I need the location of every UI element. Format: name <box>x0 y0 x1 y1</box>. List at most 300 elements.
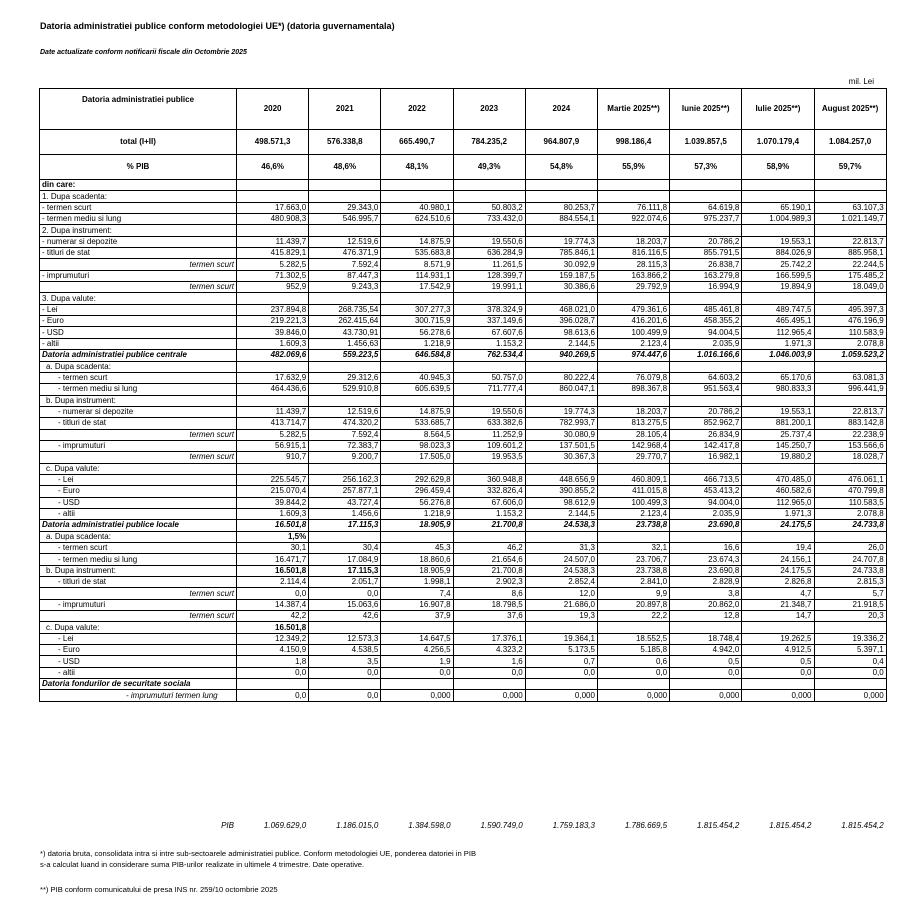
row-value: 940.269,5 <box>525 350 597 361</box>
row-value: 474.320,2 <box>309 418 381 429</box>
row-value: 2.123,4 <box>597 508 669 519</box>
row-value: 1.059.523,2 <box>814 350 886 361</box>
row-label: - USD <box>40 327 237 338</box>
row-label: din care: <box>40 180 237 191</box>
row-value: 785.846,1 <box>525 248 597 259</box>
row-value: 21.700,8 <box>453 565 525 576</box>
row-value: 59,7% <box>814 155 886 180</box>
table-row <box>40 130 887 155</box>
row-value: 23.674,3 <box>670 554 742 565</box>
row-label: b. Dupa instrument: <box>40 395 237 406</box>
row-label: termen scurt <box>40 282 237 293</box>
row-value <box>237 191 309 202</box>
pib-value: 1.815.454,2 <box>841 820 884 830</box>
row-value <box>237 180 309 191</box>
row-value: 30.386,6 <box>525 282 597 293</box>
row-label: - imprumuturi <box>40 270 237 281</box>
row-value: 87.447,3 <box>309 270 381 281</box>
row-value: 49,3% <box>453 155 525 180</box>
row-value: 55,9% <box>597 155 669 180</box>
page-title: Datoria administratiei publice conform metodologiei UE*) (datoria guvernamentala) <box>40 21 395 31</box>
row-value: 922.074,6 <box>597 214 669 225</box>
row-value: 476.371,9 <box>309 248 381 259</box>
row-value: 80.222,4 <box>525 372 597 383</box>
row-value: 76.111,8 <box>597 202 669 213</box>
row-label: - termen mediu si lung <box>40 214 237 225</box>
row-value <box>453 180 525 191</box>
row-value: 58,9% <box>742 155 814 180</box>
row-value: 0,7 <box>525 656 597 667</box>
row-value: 18.748,4 <box>670 633 742 644</box>
row-label: - imprumuturi termen lung <box>40 690 237 701</box>
row-value: 98.613,6 <box>525 327 597 338</box>
row-label: Datoria administratiei publice locale <box>40 520 237 531</box>
row-value: 16.501,8 <box>237 622 309 633</box>
row-value: 0,0 <box>309 588 381 599</box>
row-value: 360.948,8 <box>453 474 525 485</box>
table-row <box>40 463 887 474</box>
row-value: 17.505,0 <box>381 452 453 463</box>
row-value <box>742 361 814 372</box>
page-subtitle: Date actualizate conform notificarii fiscale din Octombrie 2025 <box>40 49 247 56</box>
row-value: 1.016.166,6 <box>670 350 742 361</box>
row-value: 2.828,9 <box>670 577 742 588</box>
row-value: 7.592,4 <box>309 429 381 440</box>
row-value: 42,2 <box>237 611 309 622</box>
table-row <box>40 452 887 463</box>
row-value: 142.968,4 <box>597 440 669 451</box>
row-value: 20.786,2 <box>670 236 742 247</box>
row-value: 56.278,6 <box>381 327 453 338</box>
row-value: 952,9 <box>237 282 309 293</box>
row-value: 1.153,2 <box>453 508 525 519</box>
pib-value: 1.759.183,3 <box>552 820 595 830</box>
row-value: 21.700,8 <box>453 520 525 531</box>
row-value: 884.554,1 <box>525 214 597 225</box>
row-value <box>670 225 742 236</box>
row-label: - Lei <box>40 474 237 485</box>
row-value <box>309 463 381 474</box>
row-value: 12.519,6 <box>309 406 381 417</box>
footnote-1 <box>40 848 476 870</box>
row-value: 860.047,1 <box>525 384 597 395</box>
row-value <box>381 225 453 236</box>
row-value: 2.144,5 <box>525 508 597 519</box>
row-value <box>814 679 886 690</box>
row-value: 56.276,8 <box>381 497 453 508</box>
row-value: 2.051,7 <box>309 577 381 588</box>
row-value: 1.218,9 <box>381 338 453 349</box>
row-value: 0,0 <box>814 667 886 678</box>
row-value: 1.021.149,7 <box>814 214 886 225</box>
row-value: 19.991,1 <box>453 282 525 293</box>
header-col: Martie 2025**) <box>597 89 669 130</box>
row-value: 29.770,7 <box>597 452 669 463</box>
row-value: 0,0 <box>381 667 453 678</box>
row-value: 19.364,1 <box>525 633 597 644</box>
table-row <box>40 474 887 485</box>
row-value: 54,8% <box>525 155 597 180</box>
row-value: 2.123,4 <box>597 338 669 349</box>
row-value: 0,0 <box>309 690 381 701</box>
row-value <box>597 622 669 633</box>
row-value: 19.553,1 <box>742 236 814 247</box>
row-value: 458.355,2 <box>670 316 742 327</box>
row-value <box>814 531 886 542</box>
row-label: c. Dupa valute: <box>40 622 237 633</box>
row-value: 12,0 <box>525 588 597 599</box>
header-col: Iulie 2025**) <box>742 89 814 130</box>
row-value: 30,1 <box>237 543 309 554</box>
row-value: 48,1% <box>381 155 453 180</box>
row-value: 128.399,7 <box>453 270 525 281</box>
row-value: 20.786,2 <box>670 406 742 417</box>
row-value: 546.995,7 <box>309 214 381 225</box>
table-row <box>40 645 887 656</box>
row-label: termen scurt <box>40 429 237 440</box>
table-row <box>40 497 887 508</box>
row-value: 2.815,3 <box>814 577 886 588</box>
row-value: 19,3 <box>525 611 597 622</box>
row-value <box>670 361 742 372</box>
row-value: 711.777,4 <box>453 384 525 395</box>
row-value: 71.302,5 <box>237 270 309 281</box>
row-value <box>309 395 381 406</box>
row-value <box>814 191 886 202</box>
row-value: 98.612,9 <box>525 497 597 508</box>
row-value: 109.601,2 <box>453 440 525 451</box>
row-value: 12,8 <box>670 611 742 622</box>
table-row <box>40 418 887 429</box>
row-label: 3. Dupa valute: <box>40 293 237 304</box>
row-label: - termen mediu si lung <box>40 554 237 565</box>
table-row <box>40 316 887 327</box>
header-col: 2022 <box>381 89 453 130</box>
row-value <box>670 180 742 191</box>
row-value: 1.971,3 <box>742 508 814 519</box>
table-row <box>40 236 887 247</box>
row-value <box>309 180 381 191</box>
row-label: - imprumuturi <box>40 599 237 610</box>
row-value <box>525 531 597 542</box>
pib-value: 1.786.669,5 <box>624 820 668 830</box>
row-value: 480.908,3 <box>237 214 309 225</box>
row-value <box>742 225 814 236</box>
row-value: 257.877,1 <box>309 486 381 497</box>
row-value: 964.807,9 <box>525 130 597 155</box>
row-value: 0,000 <box>381 690 453 701</box>
row-value <box>814 395 886 406</box>
row-value: 1,8 <box>237 656 309 667</box>
pib-label: PIB <box>221 820 234 830</box>
row-value: 1.153,2 <box>453 338 525 349</box>
pib-row <box>39 818 886 832</box>
row-value: 884.026,9 <box>742 248 814 259</box>
row-value: 17.115,3 <box>309 565 381 576</box>
row-value: 415.829,1 <box>237 248 309 259</box>
row-value: 1,9 <box>381 656 453 667</box>
row-value: 4.256,5 <box>381 645 453 656</box>
row-value: 559.223,5 <box>309 350 381 361</box>
row-value: 782.993,7 <box>525 418 597 429</box>
table-row <box>40 214 887 225</box>
row-value: 0,6 <box>597 656 669 667</box>
row-value: 225.545,7 <box>237 474 309 485</box>
row-value: 881.200,1 <box>742 418 814 429</box>
table-row <box>40 599 887 610</box>
row-value <box>597 225 669 236</box>
row-value: 460.582,6 <box>742 486 814 497</box>
pib-value: 1.384.598,0 <box>408 820 451 830</box>
footnote-1-line2: s-a calculat luand in considerare suma PIB-urilor realizate in ultimele 4 trimestre. Date operative. <box>40 860 365 869</box>
row-value: 396.028,7 <box>525 316 597 327</box>
row-value: 24.156,1 <box>742 554 814 565</box>
row-value <box>670 622 742 633</box>
row-value: 0,000 <box>525 690 597 701</box>
row-value <box>597 191 669 202</box>
row-value: 468.021,0 <box>525 304 597 315</box>
table-row <box>40 350 887 361</box>
row-value: 4.912,5 <box>742 645 814 656</box>
row-value: 16.501,8 <box>237 520 309 531</box>
row-value: 24.733,8 <box>814 520 886 531</box>
row-value <box>670 395 742 406</box>
row-value: 974.447,6 <box>597 350 669 361</box>
row-value: 17.115,3 <box>309 520 381 531</box>
row-value: 20,3 <box>814 611 886 622</box>
row-value: 30.092,9 <box>525 259 597 270</box>
row-value <box>597 395 669 406</box>
row-value <box>742 622 814 633</box>
row-value: 292.629,8 <box>381 474 453 485</box>
row-value: 9.243,3 <box>309 282 381 293</box>
row-value: 63.081,3 <box>814 372 886 383</box>
row-value: 20.862,0 <box>670 599 742 610</box>
row-value: 268.735,54 <box>309 304 381 315</box>
row-value: 378.324,9 <box>453 304 525 315</box>
row-value: 21.686,0 <box>525 599 597 610</box>
row-value: 65.170,6 <box>742 372 814 383</box>
pib-value: 1.590.749,0 <box>480 820 523 830</box>
row-value: 18.860,6 <box>381 554 453 565</box>
row-value <box>814 180 886 191</box>
row-value: 23.690,8 <box>670 520 742 531</box>
table-row <box>40 679 887 690</box>
row-value <box>742 191 814 202</box>
row-value: 40.945,3 <box>381 372 453 383</box>
table-row <box>40 259 887 270</box>
row-value: 19,4 <box>742 543 814 554</box>
row-value <box>309 531 381 542</box>
row-value: 3,8 <box>670 588 742 599</box>
row-value: 0,0 <box>453 667 525 678</box>
row-value: 489.747,5 <box>742 304 814 315</box>
row-label: b. Dupa instrument: <box>40 565 237 576</box>
row-value: 56.915,1 <box>237 440 309 451</box>
row-value: 17.663,0 <box>237 202 309 213</box>
row-value: 2.826,8 <box>742 577 814 588</box>
row-value: 24.507,0 <box>525 554 597 565</box>
debt-table <box>39 88 887 702</box>
row-value: 0,0 <box>309 667 381 678</box>
header-col: August 2025**) <box>814 89 886 130</box>
row-value <box>742 293 814 304</box>
row-value <box>309 622 381 633</box>
row-value: 175.485,2 <box>814 270 886 281</box>
row-label: termen scurt <box>40 452 237 463</box>
row-value: 57,3% <box>670 155 742 180</box>
row-value <box>453 191 525 202</box>
row-value: 3,5 <box>309 656 381 667</box>
row-value: 67.606,0 <box>453 497 525 508</box>
row-value: 28.105,4 <box>597 429 669 440</box>
row-value <box>453 679 525 690</box>
row-value: 46,2 <box>453 543 525 554</box>
row-value: 784.235,2 <box>453 130 525 155</box>
row-value: 1.456,63 <box>309 338 381 349</box>
table-row <box>40 327 887 338</box>
row-value: 0,0 <box>525 667 597 678</box>
row-value: 951.563,4 <box>670 384 742 395</box>
pib-value: 1.186.015,0 <box>336 820 379 830</box>
row-value <box>381 180 453 191</box>
footnote-1-line1: *) datoria bruta, consolidata intra si intre sub-sectoarele administratiei publice. Conform metodologiei UE, ponderea datoriei in PIB <box>40 849 477 858</box>
header-label: Datoria administratiei publice <box>40 89 237 130</box>
row-value: 1.218,9 <box>381 508 453 519</box>
row-value: 26.834,9 <box>670 429 742 440</box>
row-value: 94.004,5 <box>670 327 742 338</box>
table-row <box>40 282 887 293</box>
row-value: 0,000 <box>742 690 814 701</box>
row-value: 37,9 <box>381 611 453 622</box>
row-value: 470.799,8 <box>814 486 886 497</box>
table-row <box>40 395 887 406</box>
row-value: 94.004,0 <box>670 497 742 508</box>
row-value: 5,7 <box>814 588 886 599</box>
row-label: - termen scurt <box>40 543 237 554</box>
row-value <box>381 293 453 304</box>
row-value <box>309 293 381 304</box>
row-label: - altii <box>40 667 237 678</box>
row-value: 24.733,8 <box>814 565 886 576</box>
row-value: 19.774,3 <box>525 236 597 247</box>
row-label: - termen scurt <box>40 372 237 383</box>
table-row <box>40 486 887 497</box>
row-value <box>525 622 597 633</box>
header-col: 2020 <box>237 89 309 130</box>
row-value: 0,000 <box>453 690 525 701</box>
row-value: 1.084.257,0 <box>814 130 886 155</box>
row-value: 1.004.989,3 <box>742 214 814 225</box>
row-label: - Euro <box>40 316 237 327</box>
row-value <box>237 395 309 406</box>
table-row <box>40 361 887 372</box>
row-value: 98.023,3 <box>381 440 453 451</box>
row-value: 29.312,6 <box>309 372 381 383</box>
row-value: 2.841,0 <box>597 577 669 588</box>
table-row <box>40 304 887 315</box>
row-value: 16.994,9 <box>670 282 742 293</box>
row-value <box>453 622 525 633</box>
row-value: 11.439,7 <box>237 236 309 247</box>
row-value: 5.173,5 <box>525 645 597 656</box>
row-label: Datoria administratiei publice centrale <box>40 350 237 361</box>
table-row <box>40 155 887 180</box>
row-value: 813.275,5 <box>597 418 669 429</box>
row-value: 465.495,1 <box>742 316 814 327</box>
row-value: 237.894,8 <box>237 304 309 315</box>
row-value: 8,6 <box>453 588 525 599</box>
row-value: 1.971,3 <box>742 338 814 349</box>
row-value: 18.905,9 <box>381 565 453 576</box>
row-value: 733.432,0 <box>453 214 525 225</box>
row-value: 448.656,9 <box>525 474 597 485</box>
row-value: 14.387,4 <box>237 599 309 610</box>
header-col: 2023 <box>453 89 525 130</box>
row-label: - titluri de stat <box>40 577 237 588</box>
row-value: 15.063,6 <box>309 599 381 610</box>
row-label: - numerar si depozite <box>40 236 237 247</box>
row-value <box>381 679 453 690</box>
table-row <box>40 667 887 678</box>
row-value <box>237 361 309 372</box>
row-value: 8.571,9 <box>381 259 453 270</box>
table-row <box>40 508 887 519</box>
row-label: % PIB <box>40 155 237 180</box>
row-value: 163.866,2 <box>597 270 669 281</box>
row-value: 17.376,1 <box>453 633 525 644</box>
row-value: 18.049,0 <box>814 282 886 293</box>
row-value: 535.683,8 <box>381 248 453 259</box>
row-value <box>453 531 525 542</box>
row-value: 4,7 <box>742 588 814 599</box>
table-row <box>40 588 887 599</box>
row-value <box>525 293 597 304</box>
row-value: 898.367,8 <box>597 384 669 395</box>
row-value: 998.186,4 <box>597 130 669 155</box>
row-value: 498.571,3 <box>237 130 309 155</box>
row-value: 18.028,7 <box>814 452 886 463</box>
row-value: 12.573,3 <box>309 633 381 644</box>
row-value <box>670 293 742 304</box>
row-value: 390.855,2 <box>525 486 597 497</box>
row-value: 2.902,3 <box>453 577 525 588</box>
row-value: 21.348,7 <box>742 599 814 610</box>
row-value <box>237 225 309 236</box>
row-value: 816.116,5 <box>597 248 669 259</box>
row-label: - altii <box>40 508 237 519</box>
row-value: 0,5 <box>670 656 742 667</box>
row-value: 16.907,8 <box>381 599 453 610</box>
row-value: 110.583,5 <box>814 497 886 508</box>
row-value: 482.069,6 <box>237 350 309 361</box>
row-value: 762.534,4 <box>453 350 525 361</box>
row-value: 411.015,8 <box>597 486 669 497</box>
row-value <box>525 180 597 191</box>
row-value: 307.277,3 <box>381 304 453 315</box>
row-value: 262.415,64 <box>309 316 381 327</box>
row-value: 19.550,6 <box>453 236 525 247</box>
row-value: 22.244,5 <box>814 259 886 270</box>
row-label: - Euro <box>40 486 237 497</box>
row-value: 460.809,1 <box>597 474 669 485</box>
row-value: 18.905,9 <box>381 520 453 531</box>
table-row <box>40 633 887 644</box>
row-value <box>597 180 669 191</box>
row-value: 883.142,8 <box>814 418 886 429</box>
header-col: Iunie 2025**) <box>670 89 742 130</box>
row-value: 29.343,0 <box>309 202 381 213</box>
